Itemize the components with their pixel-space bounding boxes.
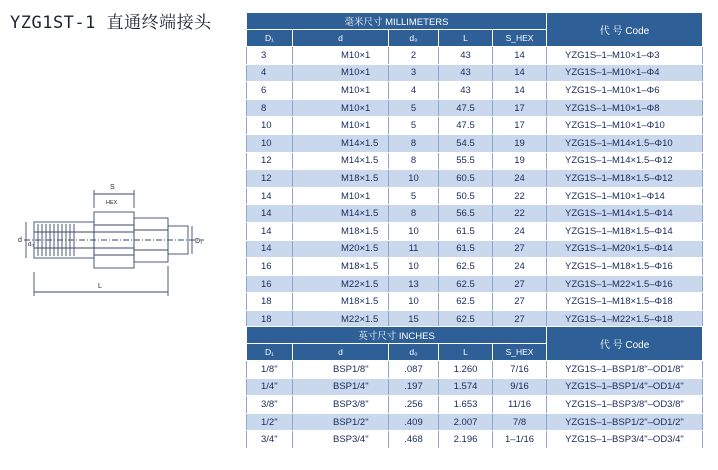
table-cell: 3/4" bbox=[247, 431, 293, 449]
table-cell: 14 bbox=[493, 64, 547, 82]
table-cell: 27 bbox=[493, 293, 547, 311]
table-cell: 62.5 bbox=[439, 275, 493, 293]
table-cell: 13 bbox=[389, 275, 439, 293]
table-cell: 14 bbox=[247, 187, 293, 205]
table-cell: M10×1 bbox=[293, 99, 389, 117]
table-cell: 50.5 bbox=[439, 187, 493, 205]
table-cell: BSP3/4" bbox=[293, 431, 389, 449]
table-cell: 1.260 bbox=[439, 361, 493, 379]
table-row bbox=[247, 187, 703, 205]
table-cell: .197 bbox=[389, 378, 439, 396]
table-cell: BSP3/8" bbox=[293, 396, 389, 414]
table-row bbox=[247, 222, 703, 240]
table-cell: 12 bbox=[247, 170, 293, 188]
table-cell: 10 bbox=[247, 134, 293, 152]
table-cell: 1.574 bbox=[439, 378, 493, 396]
inch-group-header: 英寸尺寸 INCHES bbox=[247, 327, 547, 344]
table-cell: 22 bbox=[493, 187, 547, 205]
table-cell: 43 bbox=[439, 64, 493, 82]
table-cell: 8 bbox=[247, 99, 293, 117]
table-cell: M22×1.5 bbox=[293, 310, 389, 328]
table-cell: 1/8" bbox=[247, 361, 293, 379]
table-cell: 8 bbox=[389, 205, 439, 223]
table-cell: M20×1.5 bbox=[293, 240, 389, 258]
table-cell: YZG1S–1–M10×1–Φ10 bbox=[547, 117, 703, 135]
column-header: S_HEX bbox=[493, 30, 547, 47]
table-cell: 27 bbox=[493, 240, 547, 258]
mm-code-header: 代 号 Code bbox=[547, 13, 703, 47]
table-cell: 24 bbox=[493, 170, 547, 188]
table-row bbox=[247, 134, 703, 152]
table-cell: 27 bbox=[493, 310, 547, 328]
table-cell: BSP1/8" bbox=[293, 361, 389, 379]
table-cell: YZG1S–1–M10×1–Φ3 bbox=[547, 47, 703, 65]
table-row bbox=[247, 258, 703, 276]
table-cell: 10 bbox=[389, 170, 439, 188]
table-cell: YZG1S–1–M10×1–Φ4 bbox=[547, 64, 703, 82]
table-cell: M18×1.5 bbox=[293, 293, 389, 311]
table-row bbox=[247, 152, 703, 170]
table-cell: YZG1S–1–M10×1–Φ14 bbox=[547, 187, 703, 205]
table-cell: M14×1.5 bbox=[293, 134, 389, 152]
table-cell: 1/4" bbox=[247, 378, 293, 396]
table-row bbox=[247, 396, 703, 414]
table-cell: 14 bbox=[493, 82, 547, 100]
column-header: D₁ bbox=[247, 344, 293, 361]
table-cell: 14 bbox=[493, 47, 547, 65]
table-cell: BSP1/4" bbox=[293, 378, 389, 396]
table-cell: 9/16 bbox=[493, 378, 547, 396]
column-header: d bbox=[293, 344, 389, 361]
table-cell: M18×1.5 bbox=[293, 222, 389, 240]
table-cell: M10×1 bbox=[293, 64, 389, 82]
table-cell: 3 bbox=[389, 64, 439, 82]
d1-label: D₁ bbox=[195, 238, 203, 245]
table-row bbox=[247, 47, 703, 65]
column-header: D₁ bbox=[247, 30, 293, 47]
table-row bbox=[247, 361, 703, 379]
table-cell: 2.196 bbox=[439, 431, 493, 449]
column-header: d₀ bbox=[389, 344, 439, 361]
table-cell: M18×1.5 bbox=[293, 170, 389, 188]
table-cell: 17 bbox=[493, 117, 547, 135]
table-cell: M10×1 bbox=[293, 82, 389, 100]
table-cell: YZG1S–1–M18×1.5–Φ16 bbox=[547, 258, 703, 276]
table-row bbox=[247, 170, 703, 188]
table-cell: 10 bbox=[389, 258, 439, 276]
inch-code-header: 代 号 Code bbox=[547, 327, 703, 361]
table-row bbox=[247, 82, 703, 100]
table-cell: YZG1S–1–BSP1/8"–OD1/8" bbox=[547, 361, 703, 379]
table-cell: YZG1S–1–M22×1.5–Φ16 bbox=[547, 275, 703, 293]
table-row bbox=[247, 293, 703, 311]
table-cell: 19 bbox=[493, 152, 547, 170]
table-cell: 43 bbox=[439, 47, 493, 65]
table-cell: YZG1S–1–BSP3/8"–OD3/8" bbox=[547, 396, 703, 414]
table-row bbox=[247, 240, 703, 258]
table-cell: 54.5 bbox=[439, 134, 493, 152]
column-header: L bbox=[439, 30, 493, 47]
table-cell: 24 bbox=[493, 222, 547, 240]
table-cell: 6 bbox=[247, 82, 293, 100]
table-cell: .468 bbox=[389, 431, 439, 449]
table-cell: 2.007 bbox=[439, 413, 493, 431]
table-cell: M14×1.5 bbox=[293, 205, 389, 223]
table-cell: BSP1/2" bbox=[293, 413, 389, 431]
table-cell: YZG1S–1–M18×1.5–Φ12 bbox=[547, 170, 703, 188]
table-cell: 11/16 bbox=[493, 396, 547, 414]
table-cell: 5 bbox=[389, 99, 439, 117]
table-cell: 16 bbox=[247, 275, 293, 293]
mm-group-header: 毫米尺寸 MILLIMETERS bbox=[247, 13, 547, 30]
table-cell: 7/16 bbox=[493, 361, 547, 379]
column-header: L bbox=[439, 344, 493, 361]
table-row bbox=[247, 413, 703, 431]
s-label: S bbox=[110, 184, 115, 191]
table-cell: 62.5 bbox=[439, 310, 493, 328]
table-cell: 61.5 bbox=[439, 222, 493, 240]
table-cell: M10×1 bbox=[293, 187, 389, 205]
table-cell: YZG1S–1–BSP1/4"–OD1/4" bbox=[547, 378, 703, 396]
column-header: d bbox=[293, 30, 389, 47]
table-cell: 15 bbox=[389, 310, 439, 328]
d-label: d bbox=[18, 237, 22, 244]
table-row bbox=[247, 99, 703, 117]
table-cell: 47.5 bbox=[439, 117, 493, 135]
table-cell: 61.5 bbox=[439, 240, 493, 258]
table-cell: 8 bbox=[389, 134, 439, 152]
table-cell: 17 bbox=[493, 99, 547, 117]
table-cell: 14 bbox=[247, 205, 293, 223]
millimeters-table bbox=[246, 12, 703, 329]
table-cell: 8 bbox=[389, 152, 439, 170]
table-row bbox=[247, 117, 703, 135]
table-cell: 4 bbox=[389, 82, 439, 100]
table-cell: 12 bbox=[247, 152, 293, 170]
table-cell: YZG1S–1–M20×1.5–Φ14 bbox=[547, 240, 703, 258]
table-cell: 43 bbox=[439, 82, 493, 100]
table-row bbox=[247, 275, 703, 293]
table-cell: 22 bbox=[493, 205, 547, 223]
table-cell: 10 bbox=[389, 293, 439, 311]
table-cell: 7/8 bbox=[493, 413, 547, 431]
column-header: d₀ bbox=[389, 30, 439, 47]
table-cell: .087 bbox=[389, 361, 439, 379]
table-row bbox=[247, 64, 703, 82]
table-cell: 56.5 bbox=[439, 205, 493, 223]
table-cell: 3/8" bbox=[247, 396, 293, 414]
table-cell: 2 bbox=[389, 47, 439, 65]
table-cell: 5 bbox=[389, 117, 439, 135]
fitting-drawing bbox=[14, 180, 214, 310]
table-cell: YZG1S–1–M14×1.5–Φ14 bbox=[547, 205, 703, 223]
table-cell: 24 bbox=[493, 258, 547, 276]
table-cell: YZG1S–1–BSP1/2"–OD1/2" bbox=[547, 413, 703, 431]
table-cell: 1/2" bbox=[247, 413, 293, 431]
hex-label: HEX bbox=[106, 200, 118, 206]
table-cell: 11 bbox=[389, 240, 439, 258]
table-cell: YZG1S–1–M22×1.5–Φ18 bbox=[547, 310, 703, 328]
table-cell: 14 bbox=[247, 240, 293, 258]
table-cell: YZG1S–1–M18×1.5–Φ14 bbox=[547, 222, 703, 240]
page-title: YZG1ST-1 直通终端接头 bbox=[10, 13, 212, 33]
table-cell: YZG1S–1–M18×1.5–Φ18 bbox=[547, 293, 703, 311]
table-cell: 60.5 bbox=[439, 170, 493, 188]
table-cell: 62.5 bbox=[439, 293, 493, 311]
column-header: S_HEX bbox=[493, 344, 547, 361]
table-cell: M10×1 bbox=[293, 47, 389, 65]
table-cell: 62.5 bbox=[439, 258, 493, 276]
table-cell: 5 bbox=[389, 187, 439, 205]
table-cell: 10 bbox=[247, 117, 293, 135]
table-cell: 18 bbox=[247, 310, 293, 328]
table-cell: 10 bbox=[389, 222, 439, 240]
table-cell: .256 bbox=[389, 396, 439, 414]
table-cell: 16 bbox=[247, 258, 293, 276]
table-cell: 27 bbox=[493, 275, 547, 293]
table-row bbox=[247, 205, 703, 223]
table-cell: 55.5 bbox=[439, 152, 493, 170]
table-cell: 47.5 bbox=[439, 99, 493, 117]
table-cell: M18×1.5 bbox=[293, 258, 389, 276]
table-cell: M10×1 bbox=[293, 117, 389, 135]
table-cell: YZG1S–1–M14×1.5–Φ10 bbox=[547, 134, 703, 152]
table-row bbox=[247, 431, 703, 449]
table-cell: 14 bbox=[247, 222, 293, 240]
table-cell: YZG1S–1–M10×1–Φ8 bbox=[547, 99, 703, 117]
table-cell: M14×1.5 bbox=[293, 152, 389, 170]
inches-table bbox=[246, 326, 703, 449]
table-cell: M22×1.5 bbox=[293, 275, 389, 293]
table-cell: 3 bbox=[247, 47, 293, 65]
table-cell: 1–1/16 bbox=[493, 431, 547, 449]
table-cell: YZG1S–1–M10×1–Φ6 bbox=[547, 82, 703, 100]
table-cell: 19 bbox=[493, 134, 547, 152]
l-label: L bbox=[98, 283, 102, 290]
table-cell: 4 bbox=[247, 64, 293, 82]
table-cell: .409 bbox=[389, 413, 439, 431]
table-cell: YZG1S–1–BSP3/4"–OD3/4" bbox=[547, 431, 703, 449]
table-row bbox=[247, 378, 703, 396]
table-cell: 1.653 bbox=[439, 396, 493, 414]
d0-label: d₀ bbox=[28, 242, 34, 248]
table-cell: YZG1S–1–M14×1.5–Φ12 bbox=[547, 152, 703, 170]
table-cell: 18 bbox=[247, 293, 293, 311]
